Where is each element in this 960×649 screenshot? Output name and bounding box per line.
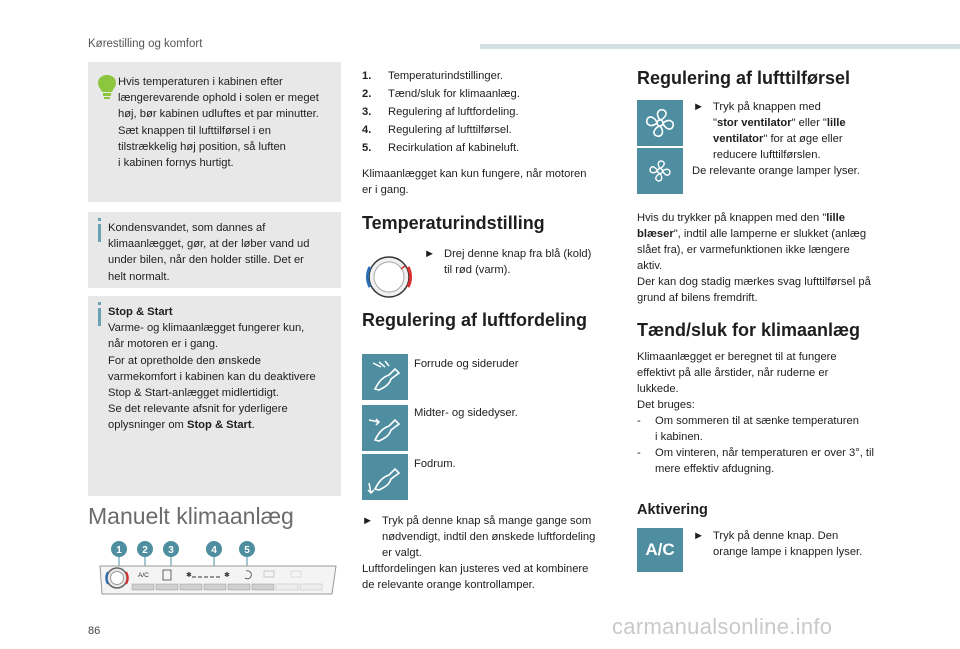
arrow-bullet-icon: ► (693, 530, 705, 542)
small-fan-note: Hvis du trykker på knappen med den "lille blæser", indtil alle lamperne er slukket (anlæg slået fra), er varmefunktionen ikke længere aktiv. Der kan dog stadig mærkes svag lufttilførsel på grund af bilens fremdrift. (637, 212, 871, 304)
page-number: 86 (88, 625, 101, 637)
temperature-knob-icon (364, 252, 414, 302)
activation-heading: Aktivering (637, 502, 708, 518)
ac-button-icon: A/C (637, 528, 683, 572)
airflow-instruction: ► Tryk på knappen med "stor ventilator" eller "lille ventilator" for at øge eller reducere lufttilførslen. (693, 101, 846, 161)
condensation-info-box: Kondensvandet, som dannes af klimaanlægget, gør, at der løber vand ud under bilen, når den holder stille. Det er helt normalt. (88, 212, 341, 288)
info-icon (98, 224, 101, 242)
list-item: - Om vinteren, når temperaturen er over 3°, til mere effektiv afdugning. (637, 447, 874, 475)
small-fan-icon (637, 148, 683, 194)
activation-instruction: ► Tryk på denne knap. Den orange lampe i knappen lyser. (693, 530, 863, 558)
manual-climate-title: Manuelt klimaanlæg (88, 503, 294, 529)
airflow-heading: Regulering af lufttilførsel (637, 68, 851, 88)
distribution-item-footwell: Fodrum. (414, 458, 456, 470)
section-header: Kørestilling og komfort (88, 38, 203, 50)
svg-text:✱: ✱ (224, 572, 230, 579)
windscreen-distribution-icon (362, 354, 408, 400)
svg-text:5: 5 (244, 545, 250, 556)
distribution-instruction: ► Tryk på denne knap så mange gange som nødvendigt, indtil den ønskede luftfordeling er valgt. (362, 515, 596, 559)
temperature-instruction: ► Drej denne knap fra blå (kold) til rød (varm). (424, 248, 592, 276)
tip-box: Hvis temperaturen i kabinen efter længerevarende ophold i solen er meget høj, bør kabinen udluftes et par minutter. Sæt knappen til lufttilførsel i en tilstrækkelig høj position, så luften i kabinen fornys hurtigt. (88, 62, 341, 202)
list-item: 1. Temperaturindstillinger. (362, 70, 504, 82)
callout-numbers (111, 541, 255, 557)
svg-text:4: 4 (211, 545, 217, 556)
svg-text:3: 3 (168, 545, 174, 556)
list-item: 3. Regulering af luftfordeling. (362, 106, 519, 118)
footwell-distribution-icon (362, 454, 408, 500)
list-item: 2. Tænd/sluk for klimaanlæg. (362, 88, 520, 100)
info-icon (98, 308, 101, 326)
watermark: carmanualsonline.info (612, 614, 833, 639)
control-legend-list (362, 67, 520, 157)
onoff-text: Klimaanlægget er beregnet til at fungere effektivt på alle årstider, når ruderne er lukkede. Det bruges: (637, 351, 837, 411)
engine-note: Klimaanlægget kan kun fungere, når motoren er i gang. (362, 168, 587, 196)
arrow-bullet-icon: ► (424, 248, 436, 260)
temperature-heading: Temperaturindstilling (362, 213, 545, 233)
distribution-item-vents: Midter- og sidedyser. (414, 407, 518, 419)
stop-start-info-box: Stop & Start Varme- og klimaanlægget fungerer kun, når motoren er i gang. For at opretholde den ønskede varmekomfort i kabinen kan du deaktivere Stop & Start-anlægget midlertidigt. Se det relevante afsnit for yderligere oplysninger om Stop & Start. (88, 296, 341, 496)
lightbulb-icon (96, 74, 118, 100)
header-bar (480, 44, 960, 49)
large-fan-icon (637, 100, 683, 146)
svg-text:A/C: A/C (138, 572, 149, 579)
airflow-lamp-note: De relevante orange lamper lyser. (692, 165, 860, 177)
arrow-bullet-icon: ► (693, 101, 705, 113)
list-item: 5. Recirkulation af kabineluft. (362, 142, 520, 154)
list-item: - Om sommeren til at sænke temperaturen i kabinen. (637, 415, 859, 443)
svg-text:1: 1 (116, 545, 122, 556)
arrow-bullet-icon: ► (362, 515, 374, 527)
distribution-note: Luftfordelingen kan justeres ved at kombinere de relevante orange kontrollamper. (362, 563, 589, 591)
face-vents-distribution-icon (362, 405, 408, 451)
list-item: 4. Regulering af lufttilførsel. (362, 124, 512, 136)
control-panel-illustration (96, 536, 340, 596)
distribution-heading: Regulering af luftfordeling (362, 310, 587, 330)
distribution-item-windscreen: Forrude og sideruder (414, 358, 519, 370)
svg-text:✱: ✱ (186, 572, 192, 579)
svg-text:2: 2 (142, 545, 148, 556)
onoff-heading: Tænd/sluk for klimaanlæg (637, 320, 861, 340)
